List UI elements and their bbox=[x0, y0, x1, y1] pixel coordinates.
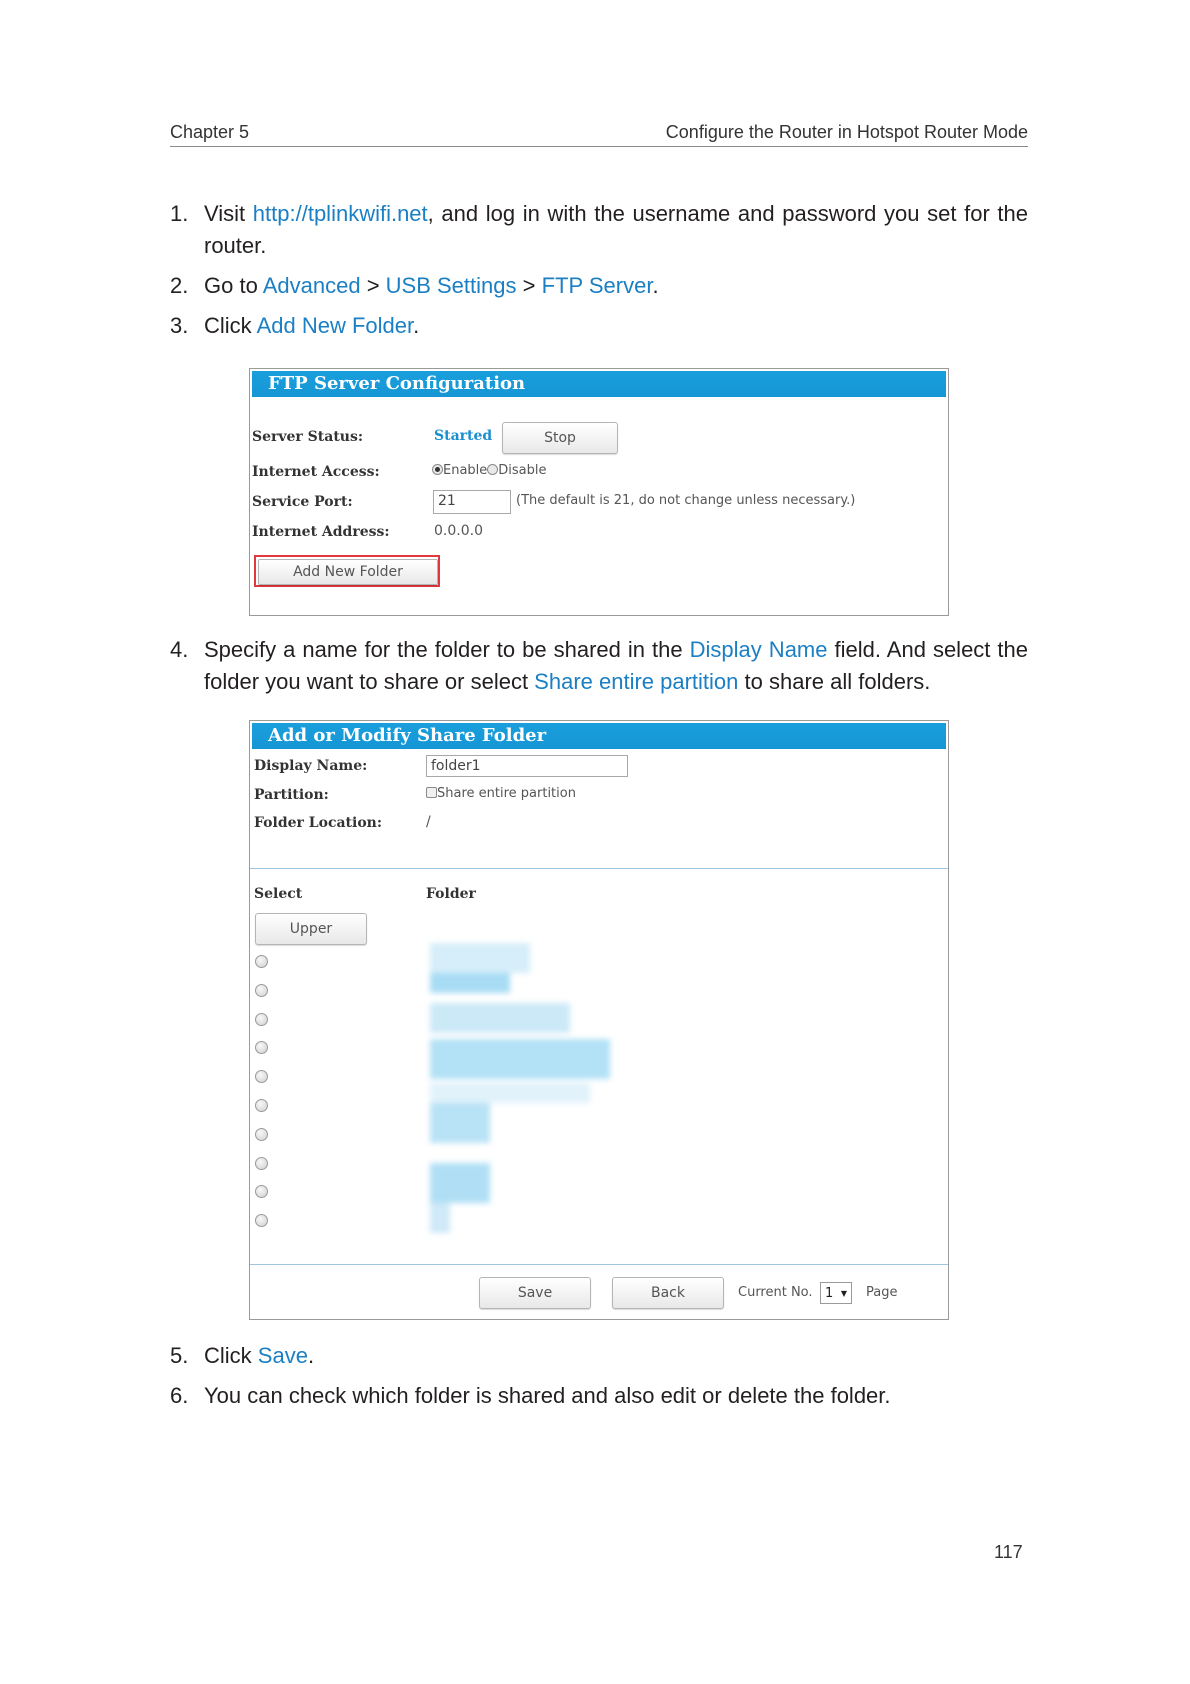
folder-select-radio[interactable] bbox=[255, 1214, 268, 1227]
step-text-part: Go to bbox=[204, 273, 263, 298]
disable-label: Disable bbox=[498, 463, 547, 478]
display-name-link[interactable]: Display Name bbox=[689, 637, 828, 662]
folder-select-radio[interactable] bbox=[255, 1041, 268, 1054]
ftp-config-panel bbox=[249, 368, 949, 616]
current-no-value: 1 bbox=[825, 1286, 834, 1301]
advanced-link[interactable]: Advanced bbox=[262, 273, 361, 298]
section-title: Configure the Router in Hotspot Router Mode bbox=[665, 122, 1028, 142]
step-number: 1. bbox=[170, 201, 189, 226]
ftp-server-link[interactable]: FTP Server bbox=[541, 273, 653, 298]
current-no-label: Current No. bbox=[738, 1285, 813, 1300]
folder-select-radio[interactable] bbox=[255, 984, 268, 997]
save-link[interactable]: Save bbox=[257, 1343, 308, 1368]
step-text-part: field. And select the folder you want to share or select bbox=[204, 637, 1029, 694]
step-text-part: Visit bbox=[204, 201, 253, 226]
step-4 bbox=[170, 634, 1028, 698]
breadcrumb-separator: > bbox=[516, 273, 542, 298]
save-button[interactable]: Save bbox=[479, 1277, 591, 1309]
chevron-down-icon: ▼ bbox=[840, 1289, 847, 1298]
internet-access-options bbox=[432, 463, 547, 478]
step-5 bbox=[170, 1340, 1028, 1372]
enable-radio[interactable] bbox=[432, 464, 443, 475]
step-text-part: . bbox=[307, 1343, 315, 1368]
step-text bbox=[204, 270, 1028, 302]
step-number: 2. bbox=[170, 273, 189, 298]
select-column-header: Select bbox=[254, 886, 303, 902]
step-number: 3. bbox=[170, 313, 189, 338]
stop-button[interactable]: Stop bbox=[502, 422, 618, 454]
share-folder-title: Add or Modify Share Folder bbox=[252, 723, 946, 749]
section-divider bbox=[250, 868, 948, 869]
display-name-input[interactable]: folder1 bbox=[426, 755, 628, 777]
step-1 bbox=[170, 198, 1028, 262]
folder-select-radio[interactable] bbox=[255, 1128, 268, 1141]
internet-address-value: 0.0.0.0 bbox=[434, 523, 483, 539]
ftp-config-title: FTP Server Configuration bbox=[252, 371, 946, 397]
step-6 bbox=[170, 1380, 1028, 1412]
step-2 bbox=[170, 270, 1028, 302]
page-number: 117 bbox=[994, 1542, 1023, 1562]
share-folder-panel bbox=[249, 720, 949, 1320]
step-text-part: Specify a name for the folder to be shared in the bbox=[204, 637, 690, 662]
folder-location-label: Folder Location: bbox=[254, 815, 383, 831]
blurred-folder-list bbox=[410, 943, 650, 1243]
step-text bbox=[204, 634, 1028, 698]
page-header bbox=[170, 118, 1028, 147]
internet-address-label: Internet Address: bbox=[252, 524, 390, 540]
back-button[interactable]: Back bbox=[612, 1277, 724, 1309]
step-number: 5. bbox=[170, 1343, 189, 1368]
upper-button[interactable]: Upper bbox=[255, 913, 367, 945]
page-label: Page bbox=[866, 1285, 898, 1300]
folder-select-radio[interactable] bbox=[255, 1013, 268, 1026]
step-text-part: Click bbox=[204, 313, 257, 338]
step-text-part: . bbox=[652, 273, 659, 298]
folder-select-radio[interactable] bbox=[255, 1099, 268, 1112]
tplinkwifi-link[interactable]: http://tplinkwifi.net bbox=[252, 201, 428, 226]
folder-location-value: / bbox=[426, 814, 431, 830]
folder-select-radio[interactable] bbox=[255, 1185, 268, 1198]
service-port-input[interactable]: 21 bbox=[433, 490, 511, 514]
step-text: You can check which folder is shared and also edit or delete the folder. bbox=[204, 1383, 891, 1408]
service-port-note: (The default is 21, do not change unless necessary.) bbox=[516, 493, 856, 508]
step-text-part: Click bbox=[204, 1343, 258, 1368]
internet-access-label: Internet Access: bbox=[252, 464, 380, 480]
partition-label: Partition: bbox=[254, 787, 329, 803]
step-number: 6. bbox=[170, 1383, 189, 1408]
folder-select-radio[interactable] bbox=[255, 1070, 268, 1083]
step-3 bbox=[170, 310, 1028, 342]
server-status-label: Server Status: bbox=[252, 429, 364, 445]
add-new-folder-button[interactable]: Add New Folder bbox=[258, 559, 438, 585]
add-new-folder-link[interactable]: Add New Folder bbox=[256, 313, 414, 338]
disable-radio[interactable] bbox=[487, 464, 498, 475]
breadcrumb-separator: > bbox=[360, 273, 386, 298]
step-number: 4. bbox=[170, 637, 189, 662]
folder-column-header: Folder bbox=[426, 886, 476, 902]
folder-select-radio[interactable] bbox=[255, 1157, 268, 1170]
usb-settings-link[interactable]: USB Settings bbox=[385, 273, 517, 298]
partition-option bbox=[426, 786, 576, 801]
add-new-folder-highlight bbox=[254, 555, 440, 587]
folder-select-radio[interactable] bbox=[255, 955, 268, 968]
enable-label: Enable bbox=[443, 463, 488, 478]
step-text-part: . bbox=[413, 313, 420, 338]
display-name-label: Display Name: bbox=[254, 758, 368, 774]
chapter-label: Chapter 5 bbox=[170, 122, 250, 142]
step-text bbox=[204, 310, 1028, 342]
share-entire-partition-checkbox[interactable] bbox=[426, 787, 437, 798]
share-entire-partition-link[interactable]: Share entire partition bbox=[534, 669, 739, 694]
step-text-part: to share all folders. bbox=[738, 669, 931, 694]
share-entire-partition-label: Share entire partition bbox=[437, 786, 576, 801]
step-text-part: , and log in with the username and password you set for the router. bbox=[204, 201, 1028, 258]
step-text bbox=[204, 198, 1028, 262]
service-port-label: Service Port: bbox=[252, 494, 353, 510]
server-status-value: Started bbox=[434, 428, 493, 444]
footer-divider bbox=[250, 1264, 948, 1265]
current-no-select[interactable] bbox=[820, 1282, 852, 1304]
step-text bbox=[204, 1340, 1028, 1372]
